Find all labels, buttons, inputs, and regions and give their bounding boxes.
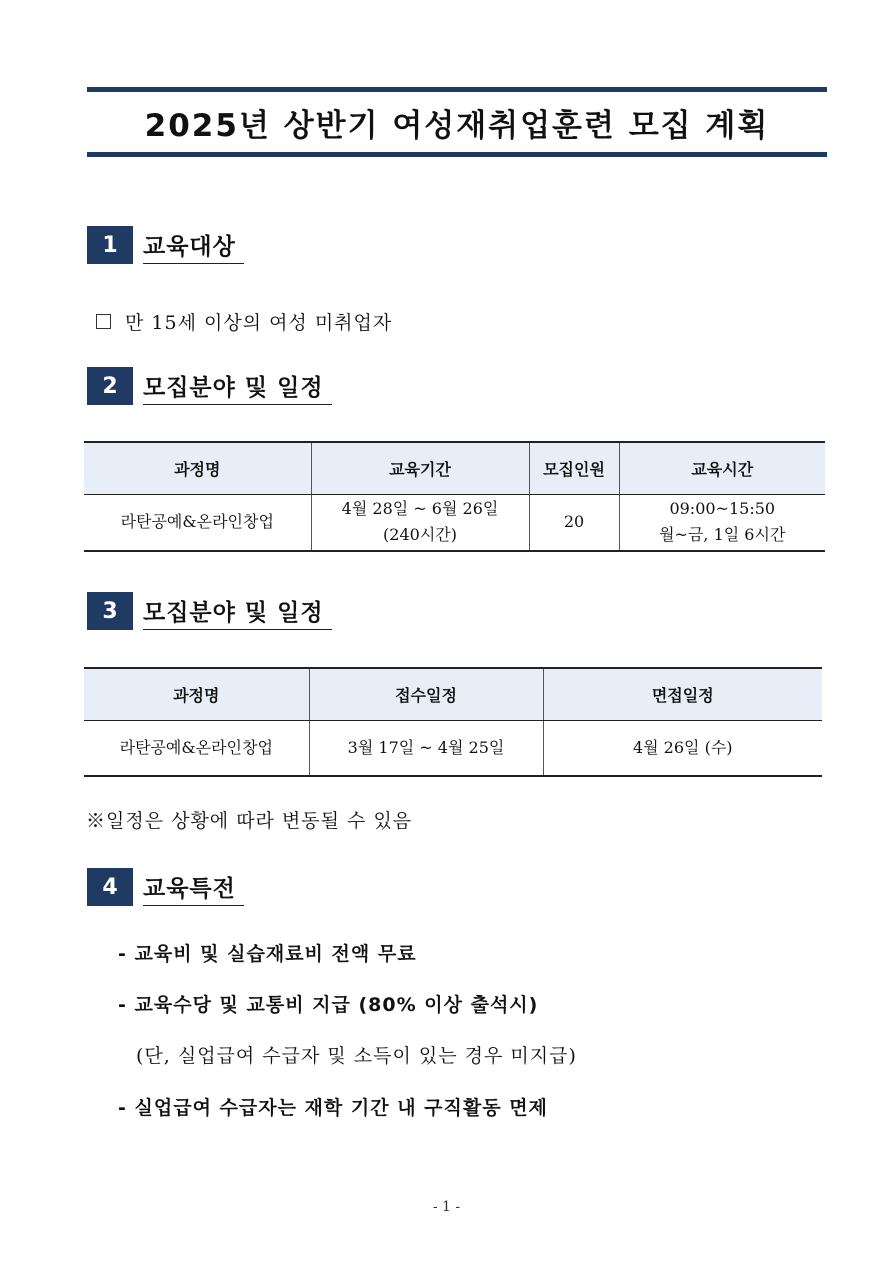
table-header-row: [84, 442, 825, 495]
schedule-table-1: [84, 441, 825, 552]
benefit-item-allowance: - 교육수당 및 교통비 지급 (80% 이상 출석시): [118, 994, 539, 1016]
headcount-cell: 20: [529, 495, 619, 551]
benefit-item-free-tuition: - 교육비 및 실습재료비 전액 무료: [118, 943, 417, 965]
col-course-name: 과정명: [84, 668, 309, 721]
document-title-text: 2025년 상반기 여성재취업훈련 모집 계획: [144, 107, 770, 144]
section-4-number: 4: [87, 868, 133, 906]
hours-range: 09:00~15:50: [669, 499, 776, 519]
period-hours: (240시간): [383, 525, 457, 545]
page-number: - 1 -: [432, 1199, 461, 1215]
section-1-heading: [87, 226, 244, 264]
document-title: [87, 87, 827, 157]
table-row: [84, 721, 822, 776]
benefit-allowance-note: (단, 실업급여 수급자 및 소득이 있는 경우 미지급): [136, 1045, 577, 1067]
section-3-title: 모집분야 및 일정: [143, 592, 332, 630]
col-headcount: 모집인원: [529, 442, 619, 495]
course-name-cell: 라탄공예&온라인창업: [84, 495, 311, 551]
section-1-title: 교육대상: [143, 226, 244, 264]
col-interview-schedule: 면접일정: [543, 668, 822, 721]
section-4-title: 교육특전: [143, 868, 244, 906]
course-name-cell: 라탄공예&온라인창업: [84, 721, 309, 776]
section-2-heading: [87, 367, 332, 405]
training-hours-cell: [619, 495, 825, 551]
table-row: [84, 495, 825, 551]
hours-days: 월~금, 1일 6시간: [659, 525, 786, 545]
col-application-schedule: 접수일정: [309, 668, 543, 721]
benefit-item-job-search-exemption: - 실업급여 수급자는 재학 기간 내 구직활동 면제: [118, 1097, 548, 1119]
section-4-heading: [87, 868, 244, 906]
section-3-number: 3: [87, 592, 133, 630]
application-cell: 3월 17일 ~ 4월 25일: [309, 721, 543, 776]
section-1-number: 1: [87, 226, 133, 264]
section-2-title: 모집분야 및 일정: [143, 367, 332, 405]
period-dates: 4월 28일 ~ 6월 26일: [341, 499, 499, 519]
target-line: [96, 308, 392, 335]
square-bullet-icon: [96, 314, 111, 329]
schedule-notice: ※일정은 상황에 따라 변동될 수 있음: [86, 810, 413, 832]
col-training-period: 교육기간: [311, 442, 529, 495]
target-text: 만 15세 이상의 여성 미취업자: [125, 312, 393, 334]
col-training-hours: 교육시간: [619, 442, 825, 495]
schedule-table-2: [84, 667, 822, 777]
table-header-row: [84, 668, 822, 721]
training-period-cell: [311, 495, 529, 551]
interview-cell: 4월 26일 (수): [543, 721, 822, 776]
section-2-number: 2: [87, 367, 133, 405]
section-3-heading: [87, 592, 332, 630]
col-course-name: 과정명: [84, 442, 311, 495]
